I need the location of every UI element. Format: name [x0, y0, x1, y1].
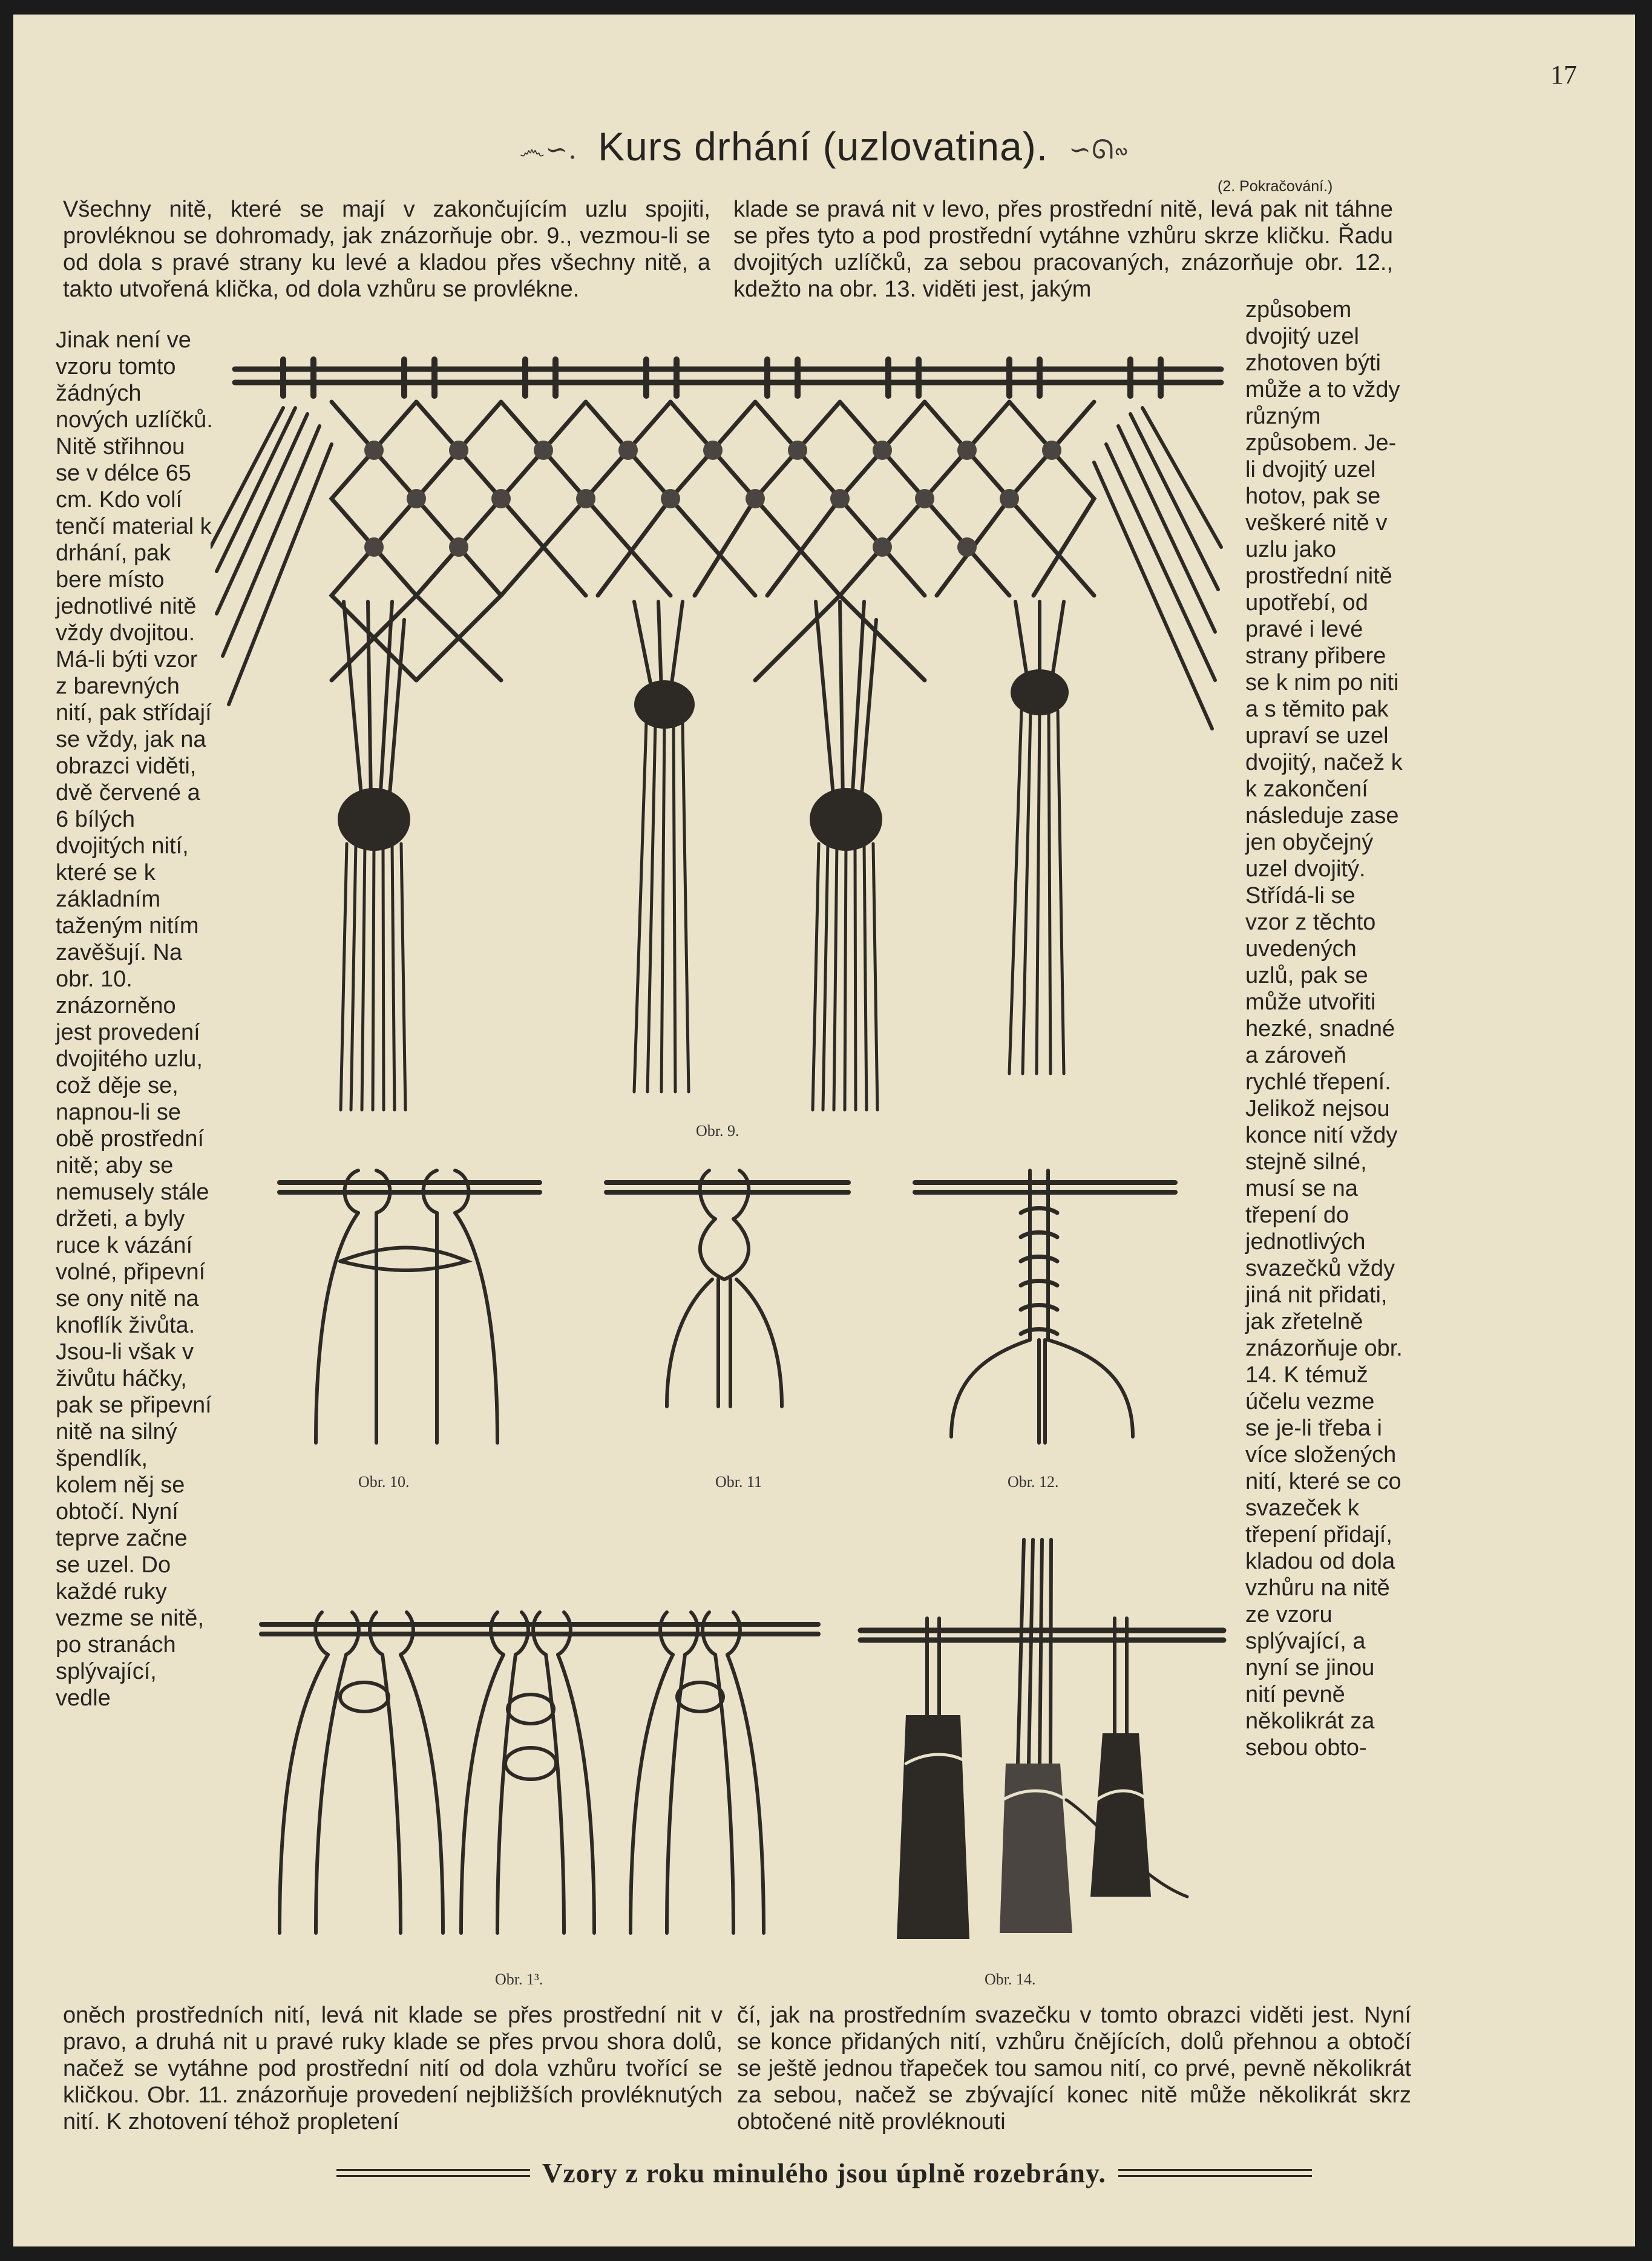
figure-12-row-of-double-knots	[903, 1158, 1187, 1455]
footer-notice	[13, 2157, 1635, 2189]
right-flourish-ornament: ∽ᘏ∾	[1069, 134, 1129, 166]
article-title: Kurs drhání (uzlovatina).	[598, 124, 1049, 169]
figure-11-threaded-knot	[594, 1158, 860, 1413]
figure-9-macrame-fringe	[211, 341, 1227, 1122]
page-number: 17	[1550, 60, 1577, 90]
paragraph-bottom-left: oněch prostředních nití, levá nit klade se přes prostřední nit v pravo, a druhá nit u pravé ruky klade se přes prvou shora dolů, načež se vytáhne pod prostřední nití od dola vzhůru tvořící se kličkou. Obr. 11. znázorňuje provedení nejbližších provléknutých nití. K zhotovení téhož propletení	[63, 2003, 723, 2135]
paragraph-top-left: Všechny nitě, které se mají v zakončujícím uzlu spojiti, provléknou se dohromady, jak znázorňuje obr. 9., vezmou-li se od dola s pravé strany ku levé a kladou přes všechny nitě, a takto utvořená klička, od dola vzhůru se provlékne.	[63, 197, 710, 302]
paragraph-top-right: klade se pravá nit v levo, přes prostřední nitě, levá pak nit táhne se přes tyto a pod prostřední vytáhne vzhůru skrze kličku. Řadu dvojitých uzlíčků, za sebou pracovaných, znázorňuje obr. 12., kdežto na obr. 13. viděti jest, jakým	[733, 197, 1393, 302]
continuation-note: (2. Pokračování.)	[1218, 178, 1333, 195]
footer-rule-right	[1118, 2169, 1312, 2177]
figure-10-double-knot	[267, 1158, 552, 1455]
caption-figure-11: Obr. 11	[715, 1473, 762, 1491]
caption-figure-10: Obr. 10.	[358, 1473, 410, 1491]
paragraph-bottom-right: čí, jak na prostředním svazečku v tomto obrazci viděti jest. Nyní se konce přidaných nití, vzhůru čnějících, dolů přehnou a obtočí se ještě jednou třapeček tou samou nití, co prvé, pevně několikrát za sebou, načež se zbývající konec nitě může několikrát skrz obtočené nitě provléknouti	[737, 2003, 1411, 2135]
magazine-page	[13, 15, 1635, 2246]
footer-text: Vzory z roku minulého jsou úplně rozebrány.	[542, 2158, 1106, 2188]
article-title-row	[13, 123, 1635, 169]
paragraph-narrow-left: Jinak není ve vzoru tomto žádných nových uzlíčků. Nitě střihnou se v délce 65 cm. Kdo volí tenčí material k drhání, pak bere místo jednotlivé nitě vždy dvojitou. Má-li býti vzor z barevných nití, pak střídají se vždy, jak na obrazci viděti, dvě červené a 6 bílých dvojitých nití, které se k základním taženým nitím zavěšují. Na obr. 10. znázorněno jest provedení dvojitého uzlu, což děje se, napnou-li se obě prostřední nitě; aby se nemusely stále držeti, a byly ruce k vázání volné, připevní se ony nitě na knoflík živůta. Jsou-li však v živůtu háčky, pak se připevní nitě na silný špendlík, kolem něj se obtočí. Nyní teprve začne se uzel. Do každé ruky vezme se nitě, po stranách splývající, vedle	[56, 327, 213, 1711]
figure-14-tassels	[848, 1534, 1236, 1945]
caption-figure-13: Obr. 1³.	[495, 1971, 543, 1988]
paragraph-narrow-right: způsobem dvojitý uzel zhotoven býti může a to vždy různým způsobem. Je-li dvojitý uzel hotov, pak se veškeré nitě v uzlu jako prostřední nitě upotřebí, od pravé i levé strany přibere se k nim po niti a s těmito pak upraví se uzel dvojitý, načež k k zakončení následuje zase jen obyčejný uzel dvojitý. Střídá-li se vzor z těchto uvedených uzlů, pak se může utvořiti hezké, snadné a zároveň rychlé třepení. Jelikož nejsou konce nití vždy stejně silné, musí se na třepení do jednotlivých svazečků vždy jiná nit přidati, jak zřetelně znázorňuje obr. 14. K témuž účelu vezme se je-li třeba i více složených nití, které se co svazeček k třepení přidají, kladou od dola vzhůru na nitě ze vzoru splývající, a nyní se jinou nití pevně několikrát za sebou obto-	[1245, 297, 1403, 1761]
caption-figure-14: Obr. 14.	[985, 1971, 1036, 1988]
caption-figure-9: Obr. 9.	[696, 1122, 739, 1140]
caption-figure-12: Obr. 12.	[1008, 1473, 1059, 1491]
figure-13-knot-variations	[255, 1594, 824, 1945]
left-flourish-ornament: ෴∽.	[519, 134, 578, 166]
footer-rule-left	[336, 2169, 530, 2177]
